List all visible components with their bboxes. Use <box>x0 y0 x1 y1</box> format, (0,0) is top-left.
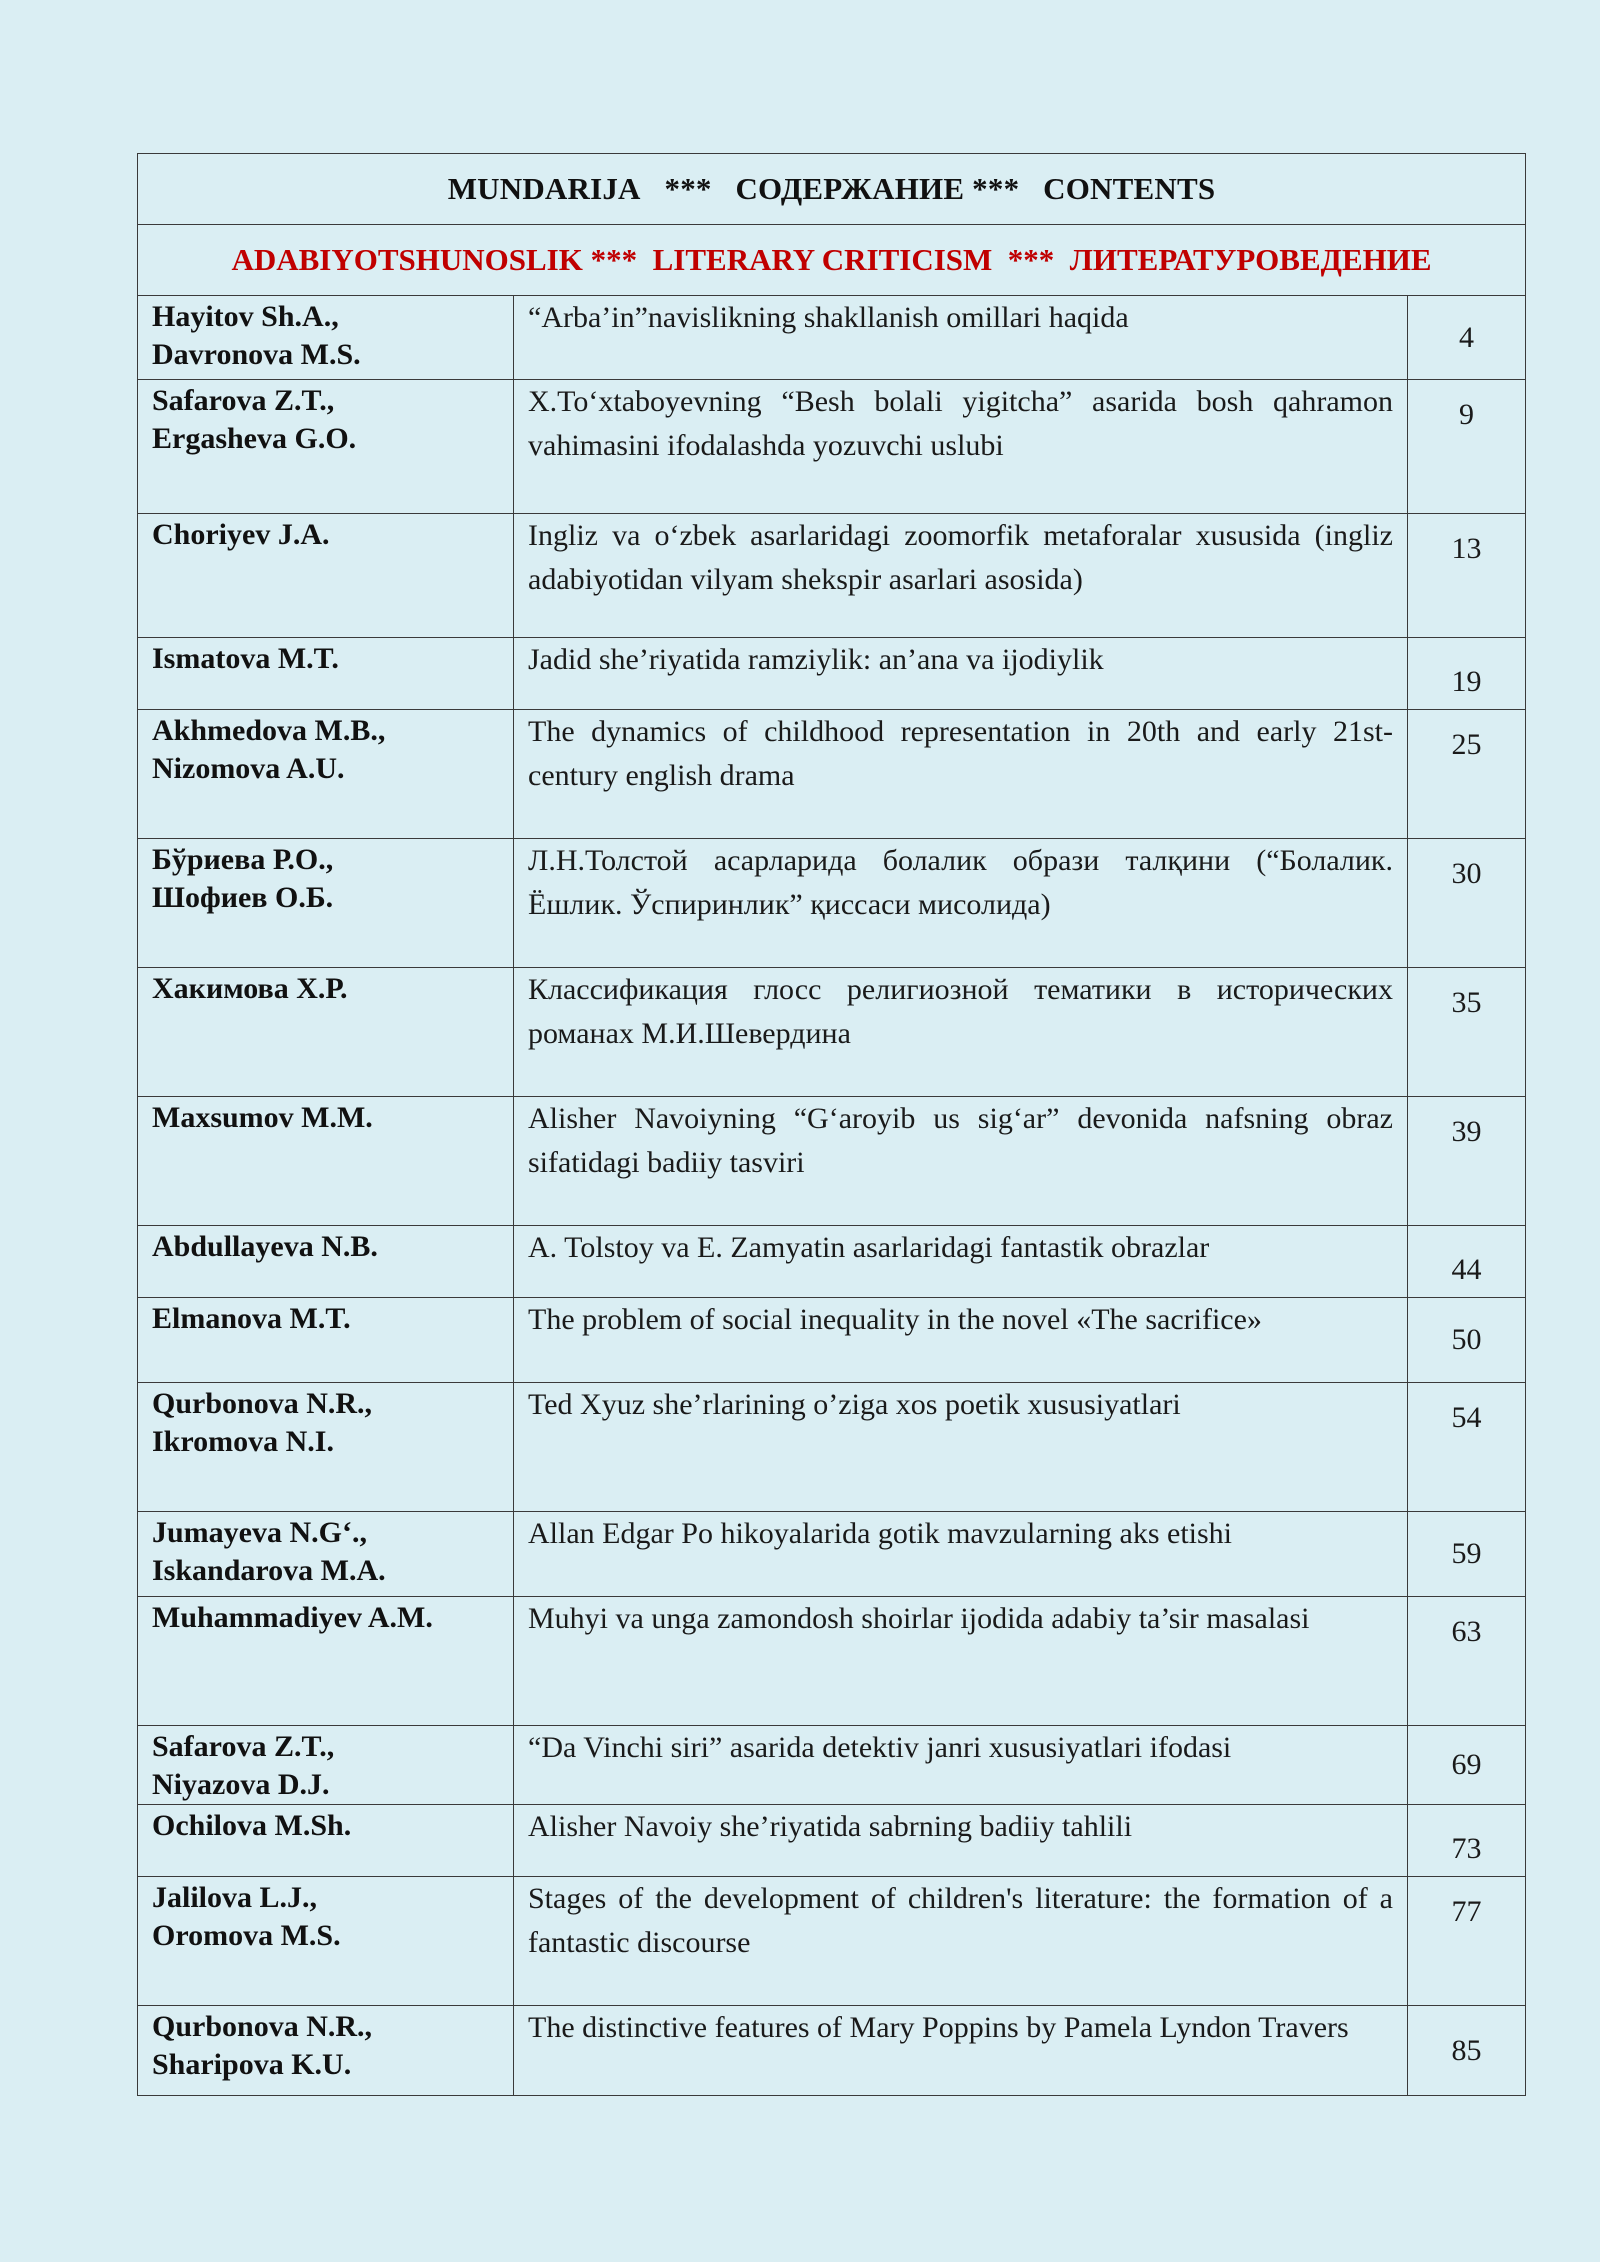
article-title: Ted Xyuz she’rlarining o’ziga xos poetik xususiyatlari <box>514 1383 1408 1512</box>
table-row <box>138 1805 1526 1877</box>
author-name: Шофиев О.Б. <box>152 881 334 914</box>
author-name: Maxsumov M.M. <box>152 1101 373 1134</box>
table-header <box>138 154 1526 225</box>
table-row <box>138 1298 1526 1383</box>
article-title: The problem of social inequality in the novel «The sacrifice» <box>514 1298 1408 1383</box>
article-title: Alisher Navoiy she’riyatida sabrning badiiy tahlili <box>514 1805 1408 1877</box>
page-number: 25 <box>1408 710 1526 839</box>
table-row <box>138 1597 1526 1726</box>
author-name: Niyazova D.J. <box>152 1768 330 1801</box>
author-cell <box>138 1383 514 1512</box>
table-row <box>138 1097 1526 1226</box>
author-name: Hayitov Sh.A., <box>152 300 339 333</box>
author-name: Akhmedova M.B., <box>152 714 386 747</box>
author-name: Бўриева Р.О., <box>152 843 334 876</box>
author-cell <box>138 1597 514 1726</box>
table-row <box>138 1383 1526 1512</box>
header-uz: MUNDARIJA <box>447 171 641 206</box>
author-cell <box>138 1877 514 2006</box>
section-ru: ЛИТЕРАТУРОВЕДЕНИЕ <box>1069 242 1432 277</box>
page-number: 50 <box>1408 1298 1526 1383</box>
author-name: Ikromova N.I. <box>152 1425 334 1458</box>
table-row <box>138 839 1526 968</box>
author-cell <box>138 968 514 1097</box>
section-heading <box>138 225 1526 296</box>
page-number: 54 <box>1408 1383 1526 1512</box>
article-title: “Arba’in”navislikning shakllanish omillari haqida <box>514 296 1408 380</box>
article-title: Allan Edgar Po hikoyalarida gotik mavzularning aks etishi <box>514 1512 1408 1597</box>
page-number: 39 <box>1408 1097 1526 1226</box>
page-number: 13 <box>1408 514 1526 638</box>
header-en: CONTENTS <box>1043 171 1216 206</box>
article-title: Muhyi va unga zamondosh shoirlar ijodida adabiy ta’sir masalasi <box>514 1597 1408 1726</box>
table-row <box>138 296 1526 380</box>
author-name: Choriyev J.A. <box>152 518 330 551</box>
header-row <box>138 154 1526 225</box>
author-cell <box>138 1097 514 1226</box>
table-row <box>138 1877 1526 2006</box>
author-name: Jalilova L.J., <box>152 1881 318 1914</box>
table-row <box>138 380 1526 514</box>
page-number: 30 <box>1408 839 1526 968</box>
section-uz: ADABIYOTSHUNOSLIK <box>231 242 583 277</box>
article-title: Классификация глосс религиозной тематики в исторических романах М.И.Шевердина <box>514 968 1408 1097</box>
author-cell <box>138 1298 514 1383</box>
page-number: 9 <box>1408 380 1526 514</box>
author-name: Ismatova M.T. <box>152 642 339 675</box>
article-title: X.To‘xtaboyevning “Besh bolali yigitcha” asarida bosh qahramon vahimasini ifodalashda yozuvchi uslubi <box>514 380 1408 514</box>
page-number: 69 <box>1408 1726 1526 1805</box>
table-row <box>138 710 1526 839</box>
page-number: 59 <box>1408 1512 1526 1597</box>
author-name: Safarova Z.T., <box>152 1730 335 1763</box>
table-row <box>138 638 1526 710</box>
article-title: Л.Н.Толстой асарларида болалик образи талқини (“Болалик. Ёшлик. Ўспиринлик” қиссаси мисолида) <box>514 839 1408 968</box>
author-name: Ochilova M.Sh. <box>152 1809 352 1842</box>
author-name: Nizomova A.U. <box>152 752 345 785</box>
header-separator: *** <box>664 171 712 206</box>
table-row <box>138 514 1526 638</box>
article-title: The dynamics of childhood representation in 20th and early 21st-century english drama <box>514 710 1408 839</box>
author-name: Ergasheva G.O. <box>152 422 357 455</box>
author-cell <box>138 1726 514 1805</box>
author-cell <box>138 514 514 638</box>
author-cell <box>138 296 514 380</box>
page-number: 73 <box>1408 1805 1526 1877</box>
author-cell <box>138 710 514 839</box>
author-cell <box>138 1512 514 1597</box>
section-separator: *** <box>1007 242 1055 277</box>
table-row <box>138 968 1526 1097</box>
section-separator: *** <box>590 242 638 277</box>
table-row <box>138 1512 1526 1597</box>
author-cell <box>138 380 514 514</box>
author-name: Qurbonova N.R., <box>152 2010 373 2043</box>
page-number: 44 <box>1408 1226 1526 1298</box>
author-name: Oromova M.S. <box>152 1919 341 1952</box>
author-name: Sharipova K.U. <box>152 2048 352 2081</box>
table-row <box>138 1226 1526 1298</box>
article-title: “Da Vinchi siri” asarida detektiv janri xususiyatlari ifodasi <box>514 1726 1408 1805</box>
author-name: Muhammadiyev A.M. <box>152 1601 433 1634</box>
page-number: 35 <box>1408 968 1526 1097</box>
table-row <box>138 1726 1526 1805</box>
page-number: 63 <box>1408 1597 1526 1726</box>
section-row <box>138 225 1526 296</box>
page-number: 77 <box>1408 1877 1526 2006</box>
section-en: LITERARY CRITICISM <box>652 242 993 277</box>
author-name: Elmanova M.T. <box>152 1302 351 1335</box>
table-row <box>138 2006 1526 2096</box>
author-cell <box>138 2006 514 2096</box>
author-cell <box>138 1226 514 1298</box>
author-name: Хакимова Х.Р. <box>152 972 348 1005</box>
author-cell <box>138 839 514 968</box>
header-separator: *** <box>972 171 1020 206</box>
article-title: The distinctive features of Mary Poppins by Pamela Lyndon Travers <box>514 2006 1408 2096</box>
author-name: Iskandarova M.A. <box>152 1554 386 1587</box>
author-name: Safarova Z.T., <box>152 384 335 417</box>
author-name: Jumayeva N.G‘., <box>152 1516 367 1549</box>
contents-table <box>137 153 1526 2096</box>
page-number: 85 <box>1408 2006 1526 2096</box>
article-title: Ingliz va o‘zbek asarlaridagi zoomorfik metaforalar xususida (ingliz adabiyotidan vilyam shekspir asarlari asosida) <box>514 514 1408 638</box>
article-title: Alisher Navoiyning “G‘aroyib us sig‘ar” devonida nafsning obraz sifatidagi badiiy tasviri <box>514 1097 1408 1226</box>
page-number: 19 <box>1408 638 1526 710</box>
author-cell <box>138 638 514 710</box>
article-title: Jadid she’riyatida ramziylik: an’ana va ijodiylik <box>514 638 1408 710</box>
article-title: A. Tolstoy va E. Zamyatin asarlaridagi fantastik obrazlar <box>514 1226 1408 1298</box>
author-cell <box>138 1805 514 1877</box>
header-ru: СОДЕРЖАНИЕ <box>735 171 965 206</box>
page-number: 4 <box>1408 296 1526 380</box>
article-title: Stages of the development of children's literature: the formation of a fantastic discourse <box>514 1877 1408 2006</box>
author-name: Abdullayeva N.B. <box>152 1230 378 1263</box>
author-name: Davronova M.S. <box>152 338 361 371</box>
author-name: Qurbonova N.R., <box>152 1387 373 1420</box>
